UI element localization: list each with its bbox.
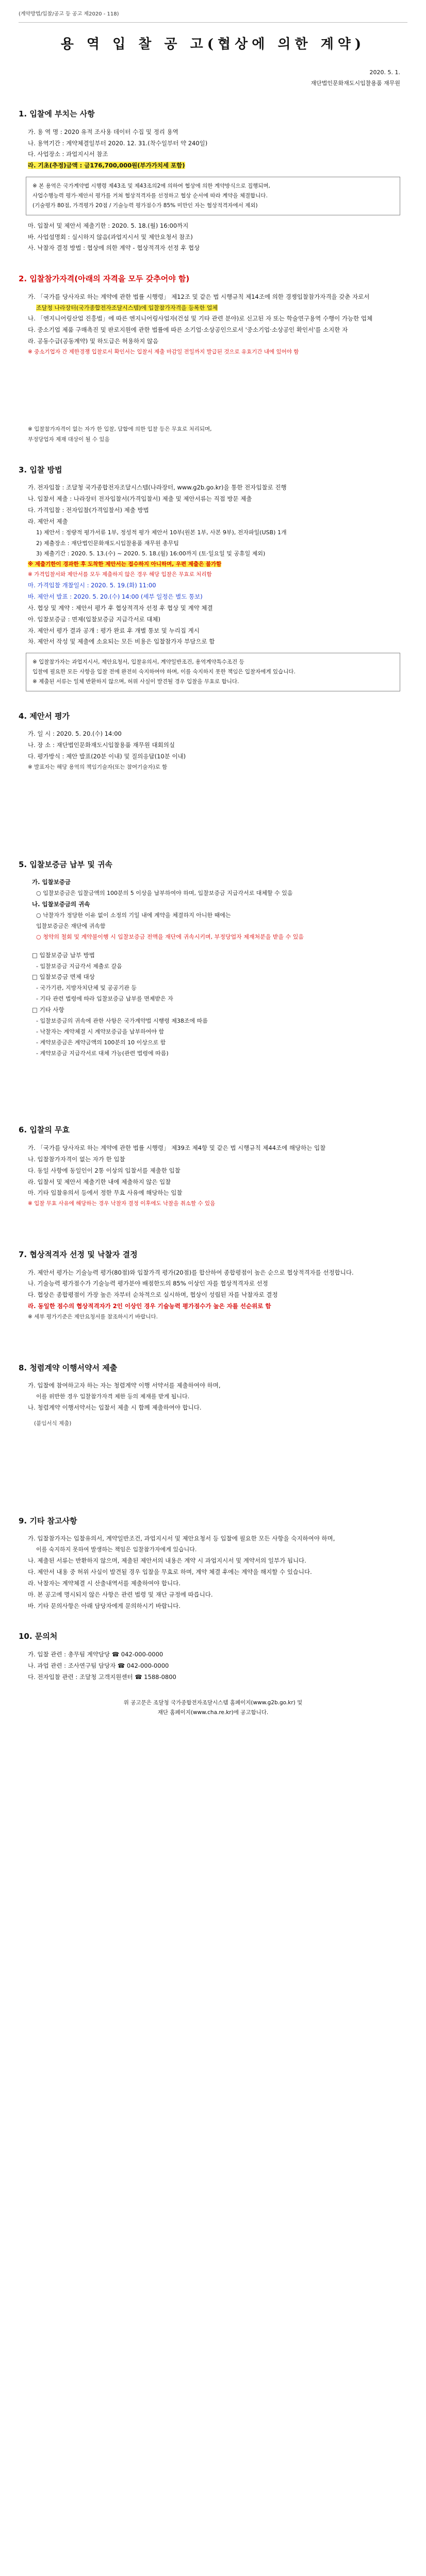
- section-bid-deposit: [19, 857, 407, 1059]
- list-item: ○ 입찰보증금은 입찰금액의 100분의 5 이상을 납부하여야 하며, 입찰보증금 지급각서로 대체할 수 있음: [36, 890, 293, 897]
- contact-line: 다. 전자입찰 관련 : 조달청 고객지원센터 ☎ 1588-0800: [28, 1673, 176, 1681]
- list-item: 3) 제출기간 : 2020. 5. 13.(수) ~ 2020. 5. 18.(월) 16:00까지 (토·일요일 및 공휴일 제외): [36, 550, 266, 557]
- list-item: 라. 낙찰자는 계약체결 시 산출내역서를 제출하여야 합니다.: [28, 1579, 181, 1587]
- warning-note: ○ 청약의 철회 및 계약불이행 시 입찰보증금 전액을 재단에 귀속시키며, 부정당업자 제재처분을 받을 수 있음: [36, 933, 304, 940]
- check-item: □ 입찰보증금 납부 방법: [32, 951, 95, 959]
- notice-line: ※ 입찰참가자는 과업지시서, 제안요청서, 입찰유의서, 계약일반조건, 용역계약특수조건 등: [32, 659, 244, 666]
- section-title: 5. 입찰보증금 납부 및 귀속: [19, 859, 112, 869]
- note-line: ※ 발표자는 해당 용역의 책임기술자(또는 참여기술자)로 함: [28, 764, 168, 771]
- announcement-date: 2020. 5. 1.: [369, 69, 400, 76]
- section-title: 1. 입찰에 부치는 사항: [19, 109, 95, 119]
- section-contacts: [19, 1629, 407, 1683]
- list-item: 아. 입찰보증금 : 면제(입찰보증금 지급각서로 대체): [28, 615, 160, 623]
- warning-note: ※ 가격입찰서와 제안서를 모두 제출하지 않은 경우 해당 입찰은 무효로 처리함: [28, 571, 212, 578]
- list-item: 나. 「엔지니어링산업 진흥법」에 따른 엔지니어링사업자(건설 및 기타 관련 분야)로 신고된 자 또는 학술연구용역 수행이 가능한 업체: [28, 315, 373, 323]
- list-item: 마. 기타 입찰유의서 등에서 정한 무효 사유에 해당하는 입찰: [28, 1189, 183, 1197]
- note-line: 부정당업자 제재 대상이 될 수 있음: [28, 436, 110, 443]
- list-item: 가. 「국가를 당사자로 하는 계약에 관한 법률 시행령」 제39조 제4항 및 같은 법 시행규칙 제44조에 해당하는 입찰: [28, 1144, 326, 1151]
- list-item: 나. 입찰서 제출 : 나라장터 전자입찰서(가격입찰서) 제출 및 제안서류는 직접 방문 제출: [28, 495, 252, 503]
- list-item: 라. 공동수급(공동계약) 및 하도급은 허용하지 않음: [28, 337, 159, 345]
- warning-note: [28, 560, 407, 570]
- note-line: ※ 입찰참가자격이 없는 자가 한 입찰, 담합에 의한 입찰 등은 무효로 처리되며,: [28, 426, 212, 432]
- list-item: 가. 입찰참가자는 입찰유의서, 계약일반조건, 과업지시서 및 제안요청서 등 입찰에 필요한 모든 사항을 숙지하여야 하며,: [28, 1535, 335, 1543]
- divider: [19, 22, 407, 23]
- list-item: 사. 협상 및 계약 : 제안서 평가 후 협상적격자 선정 후 협상 및 계약 체결: [28, 604, 213, 612]
- section-title: 9. 기타 참고사항: [19, 1516, 77, 1526]
- section-integrity-pledge: [19, 1361, 407, 1429]
- schedule-item: 마. 가격입찰 개찰일시 : 2020. 5. 19.(화) 11:00: [28, 582, 156, 589]
- list-item: 마. 본 공고에 명시되지 않은 사항은 관련 법령 및 재단 규정에 따릅니다.: [28, 1590, 213, 1598]
- highlighted-text: ※ 제출기한이 경과한 후 도착한 제안서는 접수하지 아니하며, 우편 제출은 불가함: [28, 561, 222, 568]
- highlighted-text: 라. 기초(추정)금액 : 금176,700,000원(부가가치세 포함): [28, 162, 185, 170]
- list-item: 가. 제안서 평가는 기술능력 평가(80점)와 입찰가격 평가(20점)를 합산하여 종합평점이 높은 순으로 협상적격자를 선정합니다.: [28, 1268, 354, 1276]
- list-item: 이를 위반한 경우 입찰참가자격 제한 등의 제재를 받게 됩니다.: [36, 1393, 190, 1400]
- list-item: 다. 가격입찰 : 전자입찰(가격입찰서) 제출 방법: [28, 506, 149, 514]
- list-item: 다. 협상은 종합평점이 가장 높은 자부터 순차적으로 실시하며, 협상이 성립된 자를 낙찰자로 결정: [28, 1291, 278, 1299]
- section-winner-selection: [19, 1247, 407, 1323]
- check-item: - 입찰보증금의 귀속에 관한 사항은 국가계약법 시행령 제38조에 따름: [36, 1017, 208, 1024]
- list-item: ○ 낙찰자가 정당한 이유 없이 소정의 기일 내에 계약을 체결하지 아니한 때에는: [36, 912, 231, 919]
- list-item: 입찰보증금은 재단에 귀속함: [36, 922, 106, 929]
- check-item: - 계약보증금은 계약금액의 100분의 10 이상으로 함: [36, 1039, 166, 1046]
- section-title: 6. 입찰의 무효: [19, 1125, 70, 1135]
- list-item: 다. 중소기업 제품 구매촉진 및 판로지원에 관한 법률에 따른 소기업·소상공인으로서 '중소기업·소상공인 확인서'를 소지한 자: [28, 326, 348, 334]
- list-item: [28, 160, 407, 172]
- issuer-name: 재단법인문화재도시입찰용품 재무원: [310, 80, 400, 87]
- contact-line: 가. 입찰 관련 : 총무팀 계약담당 ☎ 042-000-0000: [28, 1650, 163, 1658]
- section-references: [19, 1514, 407, 1612]
- list-item: 1) 제안서 : 정량적 평가서류 1부, 정성적 평가 제안서 10부(원본 1부, 사본 9부), 전자파일(USB) 1개: [36, 529, 287, 536]
- list-item: 나. 용역기간 : 계약체결일부터 2020. 12. 31.(착수일부터 약 240일): [28, 139, 208, 147]
- notice-line: ※ 제출된 서류는 일체 반환하지 않으며, 허위 사실이 발견될 경우 입찰을 무효로 합니다.: [32, 679, 239, 685]
- list-item: 자. 제안서 평가 결과 공개 : 평가 완료 후 개별 통보 및 누리집 게시: [28, 626, 200, 634]
- list-item: 나. 장 소 : 재단법인문화재도시입찰용품 재무원 대회의실: [28, 741, 175, 749]
- attachment-note: (붙임서식 제출): [34, 1420, 72, 1427]
- section-bidding-items: [19, 107, 407, 254]
- list-item: [36, 303, 407, 314]
- footer-line: 위 공고문은 조달청 국가종합전자조달시스템 홈페이지(www.g2b.go.kr) 및: [123, 1700, 303, 1706]
- list-item: 가. 전자입찰 : 조달청 국가종합전자조달시스템(나라장터, www.g2b.go.kr)을 통한 전자입찰로 진행: [28, 484, 287, 492]
- check-item: □ 기타 사항: [32, 1006, 64, 1014]
- notice-box: [26, 653, 400, 691]
- notice-line: (기술평가 80점, 가격평가 20점 / 기술능력 평가점수가 85% 미만인 자는 협상적격자에서 제외): [32, 202, 258, 209]
- list-item: 가. 입찰보증금: [32, 878, 71, 886]
- warning-note: ※ 입찰 무효 사유에 해당하는 경우 낙찰자 결정 이후에도 낙찰을 취소할 수 있음: [28, 1200, 216, 1207]
- list-item: 가. 용 역 명 : 2020 유적 조사용 데이터 수집 및 정리 용역: [28, 128, 178, 135]
- list-item: 가. 입찰에 참여하고자 하는 자는 청렴계약 이행 서약서를 제출하여야 하며,: [28, 1382, 221, 1389]
- list-item: 사. 낙찰자 결정 방법 : 협상에 의한 계약 - 협상적격자 선정 후 협상: [28, 244, 200, 252]
- list-item: 바. 기타 문의사항은 아래 담당자에게 문의하시기 바랍니다.: [28, 1602, 181, 1609]
- check-item: - 계약보증금 지급각서로 대체 가능(관련 법령에 따름): [36, 1049, 169, 1057]
- list-item: 가. 일 시 : 2020. 5. 20.(수) 14:00: [28, 730, 122, 738]
- schedule-item: 바. 제안서 발표 : 2020. 5. 20.(수) 14:00 (세부 일정은 별도 통보): [28, 593, 203, 601]
- check-item: - 낙찰자는 계약체결 시 계약보증금을 납부하여야 함: [36, 1028, 165, 1035]
- warning-note: ※ 중소기업자 간 제한경쟁 입찰로서 확인서는 입찰서 제출 마감일 전일까지 발급된 것으로 유효기간 내에 있어야 함: [28, 349, 299, 355]
- notice-line: ※ 본 용역은 국가계약법 시행령 제43조 및 제43조의2에 의하여 협상에 의한 계약방식으로 집행되며,: [32, 183, 270, 190]
- list-item: 다. 평가방식 : 제안 발표(20분 이내) 및 질의응답(10분 이내): [28, 753, 186, 760]
- page-title: 용 역 입 찰 공 고(협상에 의한 계약): [60, 37, 366, 52]
- list-item: 가. 「국가를 당사자로 하는 계약에 관한 법률 시행령」 제12조 및 같은 법 시행규칙 제14조에 의한 경쟁입찰참가자격을 갖춘 자로서: [28, 293, 370, 300]
- list-item: 라. 제안서 제출: [28, 517, 68, 525]
- section-title-text: 2. 입찰참가자격(아래의 자격을 모두 갖추어야 함): [19, 274, 190, 284]
- check-item: - 기타 관련 법령에 따라 입찰보증금 납부를 면제받은 자: [36, 995, 173, 1003]
- notice-line: 사업수행능력 평가·제안서 평가를 거쳐 협상적격자를 선정하고 협상 순서에 따라 계약을 체결합니다.: [32, 192, 268, 199]
- notice-line: 입찰에 필요한 모든 사항을 입찰 전에 완전히 숙지하여야 하며, 이를 숙지하지 못한 책임은 입찰자에게 있습니다.: [32, 669, 296, 675]
- section-title: 4. 제안서 평가: [19, 711, 70, 721]
- footer-note: [19, 1698, 407, 1718]
- list-item: 나. 제출된 서류는 반환하지 않으며, 제출된 제안서의 내용은 계약 시 과업지시서 및 계약서의 일부가 됩니다.: [28, 1557, 306, 1565]
- section-bid-method: [19, 463, 407, 691]
- note-line: ※ 세부 평가기준은 제안요청서를 참조하시기 바랍니다.: [28, 1314, 158, 1320]
- list-item: 다. 동일 사항에 동일인이 2통 이상의 입찰서를 제출한 입찰: [28, 1166, 181, 1174]
- document-reference: (계약방법/입찰/공고 등 공고 제2020 - 118): [19, 11, 119, 17]
- section-eligibility: [19, 272, 407, 445]
- list-item: 나. 청렴계약 이행서약서는 입찰서 제출 시 함께 제출하여야 합니다.: [28, 1404, 202, 1412]
- list-item: 나. 기술능력 평가점수가 기술능력 평가분야 배점한도의 85% 이상인 자를 협상적격자로 선정: [28, 1280, 268, 1287]
- check-item: - 국가기관, 지방자치단체 및 공공기관 등: [36, 985, 137, 992]
- section-title: 10. 문의처: [19, 1632, 58, 1641]
- contact-line: 나. 과업 관련 : 조사연구팀 담당자 ☎ 042-000-0000: [28, 1662, 169, 1669]
- list-item: 마. 입찰서 및 제안서 제출기한 : 2020. 5. 18.(월) 16:00까지: [28, 222, 189, 229]
- section-title: 7. 협상적격자 선정 및 낙찰자 결정: [19, 1250, 138, 1260]
- list-item: 2) 제출장소 : 재단법인문화재도시입찰용품 재무원 총무팀: [36, 539, 179, 547]
- list-item: 다. 제안서 내용 중 허위 사실이 발견될 경우 입찰을 무효로 하며, 계약 체결 후에는 계약을 해지할 수 있습니다.: [28, 1568, 312, 1576]
- list-item: 라. 입찰서 및 제안서 제출기한 내에 제출하지 않은 입찰: [28, 1178, 171, 1185]
- check-item: - 입찰보증금 지급각서 제출로 갈음: [36, 962, 122, 970]
- section-title: 3. 입찰 방법: [19, 465, 62, 474]
- notice-box: [26, 177, 400, 215]
- highlighted-text: 조달청 나라장터(국가종합전자조달시스템)에 입찰참가자격을 등록한 업체: [36, 304, 218, 311]
- section-invalid-bids: [19, 1123, 407, 1209]
- list-item: 다. 사업장소 : 과업지시서 참조: [28, 150, 108, 158]
- section-title: [19, 272, 407, 286]
- section-title: 8. 청렴계약 이행서약서 제출: [19, 1363, 118, 1372]
- list-item: 나. 입찰보증금의 귀속: [32, 901, 90, 908]
- footer-line: 재단 홈페이지(www.cha.re.kr)에 공고합니다.: [157, 1709, 269, 1716]
- list-item: 차. 제안서 작성 및 제출에 소요되는 모든 비용은 입찰참가자 부담으로 함: [28, 638, 215, 646]
- warning-note: 라. 동일한 점수의 협상적격자가 2인 이상인 경우 기술능력 평가점수가 높은 자를 선순위로 함: [28, 1302, 271, 1310]
- check-item: □ 입찰보증금 면제 대상: [32, 973, 95, 981]
- list-item: 바. 사업설명회 : 실시하지 않음(과업지시서 및 제안요청서 참조): [28, 233, 193, 241]
- section-proposal-evaluation: [19, 709, 407, 773]
- list-item: 이를 숙지하지 못하여 발생하는 책임은 입찰참가자에게 있습니다.: [36, 1546, 197, 1553]
- list-item: 나. 입찰참가자격이 없는 자가 한 입찰: [28, 1155, 125, 1163]
